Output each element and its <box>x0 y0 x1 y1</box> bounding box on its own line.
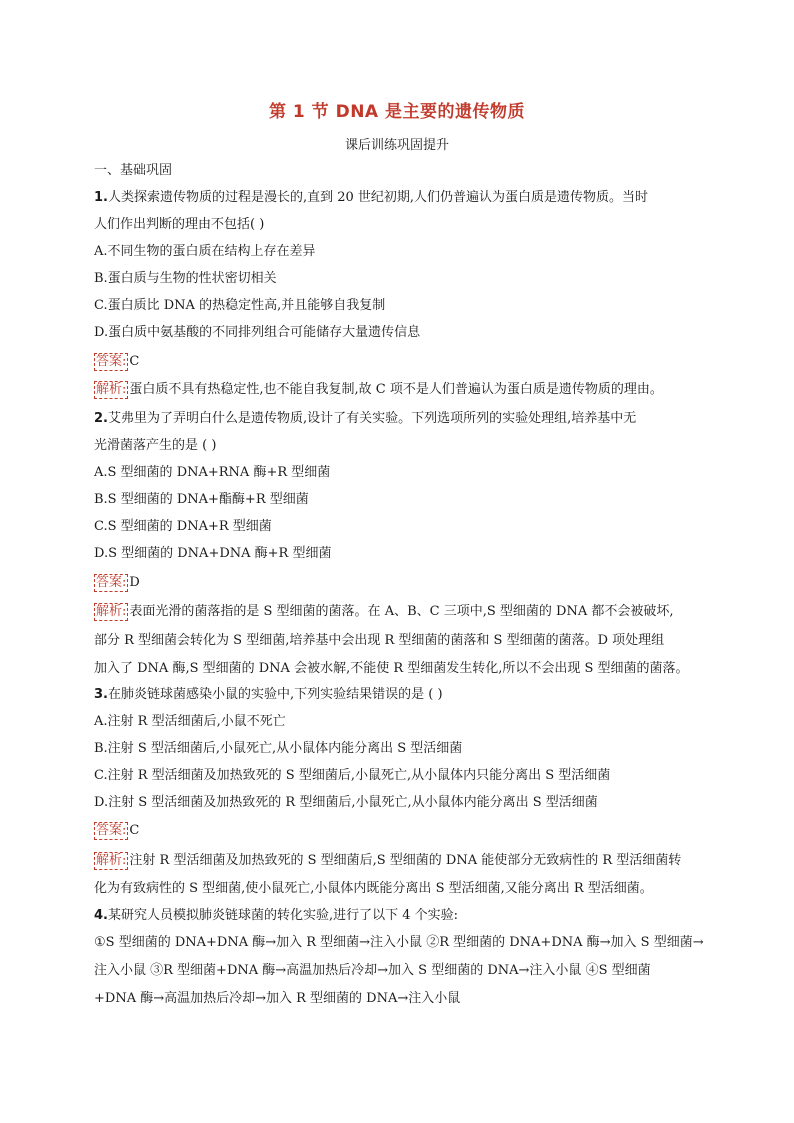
analysis-text: 加入了 DNA 酶,S 型细菌的 DNA 会被水解,不能使 R 型细菌发生转化,所以不会出现 S 型细菌的菌落。 <box>94 661 689 676</box>
option-a: A.S 型细菌的 DNA+RNA 酶+R 型细菌 <box>94 465 331 480</box>
question-text: 光滑菌落产生的是 ( ) <box>94 438 217 453</box>
option-a: A.不同生物的蛋白质在结构上存在差异 <box>94 244 316 259</box>
analysis-line <box>94 852 681 870</box>
question-text: 在肺炎链球菌感染小鼠的实验中,下列实验结果错误的是 ( ) <box>107 687 443 702</box>
analysis-line <box>94 603 673 621</box>
option-c: C.S 型细菌的 DNA+R 型细菌 <box>94 519 272 534</box>
option-b: B.S 型细菌的 DNA+酯酶+R 型细菌 <box>94 492 309 507</box>
option-d: D.S 型细菌的 DNA+DNA 酶+R 型细菌 <box>94 546 332 561</box>
page-title: 第 1 节 DNA 是主要的遗传物质 <box>269 102 525 122</box>
option-b: B.蛋白质与生物的性状密切相关 <box>94 271 277 286</box>
analysis-text: 蛋白质不具有热稳定性,也不能自我复制,故 C 项不是人们普遍认为蛋白质是遗传物质的理由。 <box>129 382 663 397</box>
option-b: B.注射 S 型活细菌后,小鼠死亡,从小鼠体内能分离出 S 型活细菌 <box>94 741 463 756</box>
analysis-line <box>94 381 663 399</box>
option-d: D.蛋白质中氨基酸的不同排列组合可能储存大量遗传信息 <box>94 325 421 340</box>
answer-line <box>94 353 139 371</box>
page-subtitle: 课后训练巩固提升 <box>344 138 449 153</box>
answer-value: C <box>129 354 140 369</box>
option-d: D.注射 S 型活细菌及加热致死的 R 型细菌后,小鼠死亡,从小鼠体内能分离出 S 型活细菌 <box>94 795 598 810</box>
option-c: C.蛋白质比 DNA 的热稳定性高,并且能够自我复制 <box>94 298 386 313</box>
analysis-label: 解析: <box>96 853 127 868</box>
analysis-text: 表面光滑的菌落指的是 S 型细菌的菌落。在 A、B、C 三项中,S 型细菌的 DNA 都不会被破坏, <box>129 604 674 619</box>
answer-line <box>94 574 140 592</box>
question-text: ①S 型细菌的 DNA+DNA 酶→加入 R 型细菌→注入小鼠 ②R 型细菌的 DNA+DNA 酶→加入 S 型细菌→ <box>94 935 704 950</box>
analysis-text: 化为有致病性的 S 型细菌,使小鼠死亡,小鼠体内既能分离出 S 型活细菌,又能分离出 R 型活细菌。 <box>94 881 653 896</box>
answer-value: C <box>129 823 140 838</box>
question-1-stem <box>94 189 648 207</box>
question-text: 注入小鼠 ③R 型细菌+DNA 酶→高温加热后冷却→加入 S 型细菌的 DNA→注入小鼠 ④S 型细菌 <box>94 963 651 978</box>
question-number: 2. <box>94 411 108 426</box>
question-text: 人们作出判断的理由不包括( ) <box>94 217 265 232</box>
answer-value: D <box>129 575 140 590</box>
answer-label: 答案: <box>96 354 127 369</box>
answer-line <box>94 822 139 840</box>
question-text: +DNA 酶→高温加热后冷却→加入 R 型细菌的 DNA→注入小鼠 <box>94 991 461 1006</box>
question-text: 某研究人员模拟肺炎链球菌的转化实验,进行了以下 4 个实验: <box>107 908 459 923</box>
answer-label: 答案: <box>96 823 127 838</box>
question-3-stem <box>94 686 443 704</box>
section-heading: 一、基础巩固 <box>94 163 173 178</box>
question-number: 4. <box>94 908 108 923</box>
question-2-stem <box>94 410 636 428</box>
question-number: 1. <box>94 190 108 205</box>
option-c: C.注射 R 型活细菌及加热致死的 S 型细菌后,小鼠死亡,从小鼠体内只能分离出 S 型活细菌 <box>94 768 611 783</box>
question-text: 艾弗里为了弄明白什么是遗传物质,设计了有关实验。下列选项所列的实验处理组,培养基中无 <box>107 411 637 426</box>
analysis-text: 注射 R 型活细菌及加热致死的 S 型细菌后,S 型细菌的 DNA 能使部分无致病性的 R 型活细菌转 <box>129 853 682 868</box>
question-number: 3. <box>94 687 108 702</box>
analysis-label: 解析: <box>96 604 127 619</box>
question-4-stem <box>94 907 458 925</box>
question-text: 人类探索遗传物质的过程是漫长的,直到 20 世纪初期,人们仍普遍认为蛋白质是遗传物质。当时 <box>107 190 649 205</box>
answer-label: 答案: <box>96 575 127 590</box>
option-a: A.注射 R 型活细菌后,小鼠不死亡 <box>94 714 286 729</box>
analysis-text: 部分 R 型细菌会转化为 S 型细菌,培养基中会出现 R 型细菌的菌落和 S 型细菌的菌落。D 项处理组 <box>94 633 665 648</box>
analysis-label: 解析: <box>96 382 127 397</box>
